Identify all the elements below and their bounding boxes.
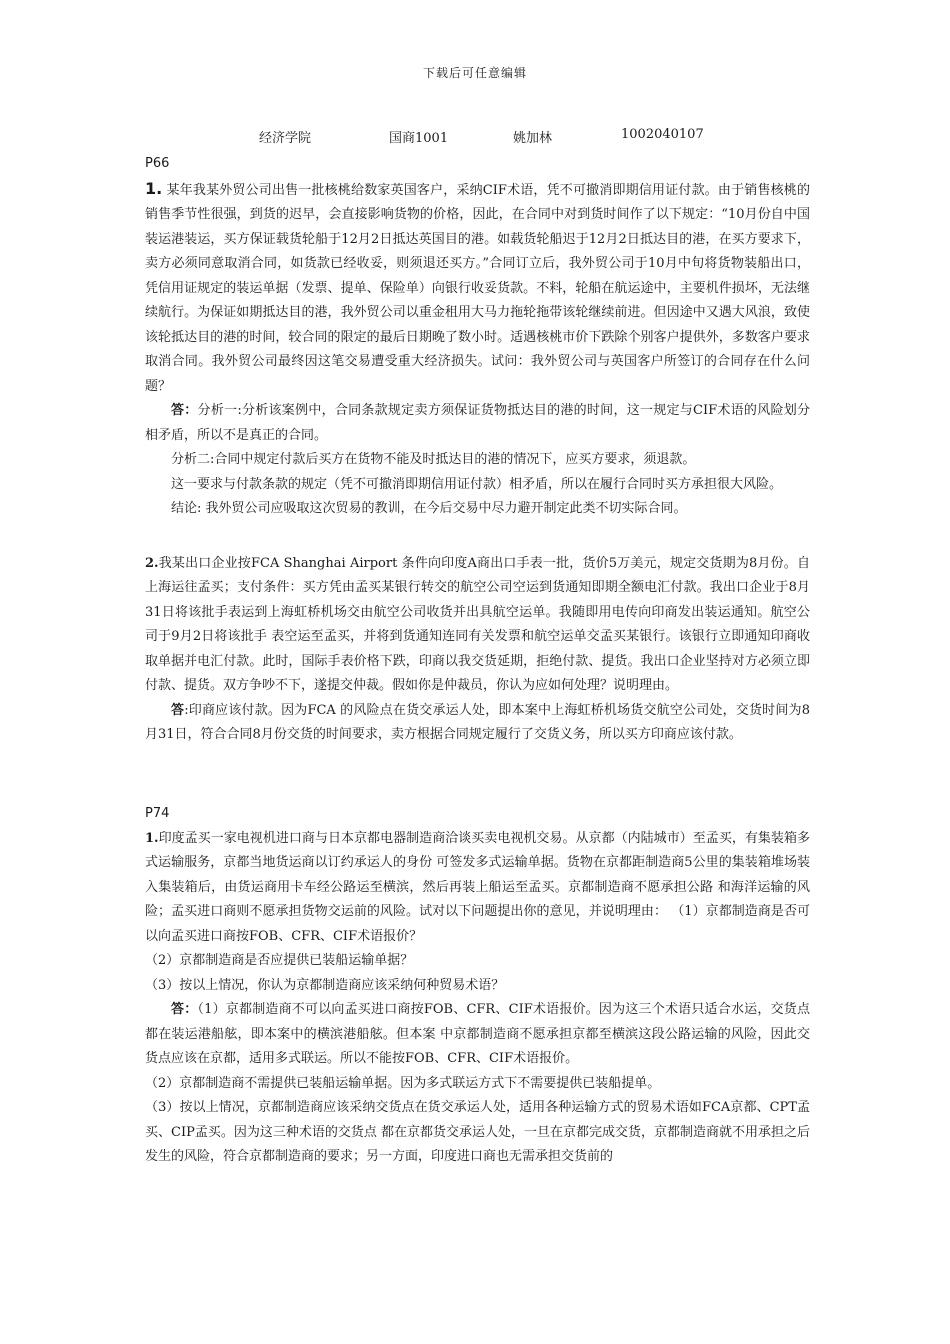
answer-1-conclusion: 结论: 我外贸公司应吸取这次贸易的教训，在今后交易中尽力避开制定此类不切实际合同。 — [171, 501, 687, 516]
question-text: 某年我某外贸公司出售一批核桃给数家英国客户，采纳CIF术语，凭不可撤消即期信用证付款。由于销售核桃的销售季节性很强，到货的迟早，会直接影响货物的价格，因此，在合同中对到货时间作了以下规定：“10月份自中国装运港装运，买方保证载货轮船于12月2日抵达英国目的港。如载货轮船迟于12月2日抵达目的港，在买方要求下，卖方必须同意取消合同，如货款已经收妥，则须退还买方。”合同订立后，我外贸公司于10月中旬将货物装船出口，凭信用证规定的装运单据（发票、提单、保险单）向银行收妥货款。不料，轮船在航运途中，主要机件损坏，无法继续航行。为保证如期抵达目的港，我外贸公司以重金租用大马力拖轮拖带该轮继续前进。但因途中又遇大风浪，致使该轮抵达目的港的时间，较合同的限定的最后日期晚了数小时。适遇核桃市价下跌除个别客户提供外，多数客户要求取消合同。我外贸公司最终因这笔交易遭受重大经济损失。试问：我外贸公司与英国客户所签订的合同存在什么问题？ — [145, 182, 810, 394]
document-body — [145, 152, 810, 1170]
answer-label: 答： — [171, 403, 198, 418]
spacer — [145, 778, 810, 803]
meta-class: 国商1001 — [389, 131, 449, 146]
answer-text: :印商应该付款。因为FCA 的风险点在货交承运人处，即本案中上海虹桥机场货交航空公司处，交货时间为8月31日，符合合同8月份交货的时间要求，卖方根据合同规定履行了交货义务，所以买方印商应该付款。 — [145, 702, 810, 742]
question-1-p66 — [145, 177, 810, 400]
meta-name: 姚加林 — [513, 131, 553, 146]
meta-school: 经济学院 — [259, 131, 312, 146]
question-2-p66 — [145, 552, 810, 699]
answer-2 — [145, 699, 810, 748]
section-label-p66: P66 — [145, 156, 170, 171]
answer-p74-part-2: （2）京都制造商不需提供已装船运输单据。因为多式联运方式下不需要提供已装船提单。 — [145, 1075, 661, 1091]
answer-p74-part-3: （3）按以上情况，京都制造商应该采纳交货点在货交承运人处，适用各种运输方式的贸易术语如FCA京都、CPT孟买、CIP孟买。因为这三种术语的交货点 都在京都货交承运人处，一旦在京都完成交货，京都制造商就不用承担之后发生的风险，符合京都制造商的要求；另一方面，印度进口商也无需承担交货前的 — [145, 1100, 810, 1164]
answer-text: 分析一:分析该案例中，合同条款规定卖方须保证货物抵达目的港的时间，这一规定与CIF术语的风险划分相矛盾，所以不是真正的合同。 — [145, 403, 810, 443]
answer-text: （1）京都制造商不可以向孟买进口商按FOB、CFR、CIF术语报价。因为这三个术语只适合水运，交货点都在装运港船舷，即本案中的横滨港船舷。但本案 中京都制造商不愿承担京都至横滨这段公路运输的风险，因此交货点应该在京都，适用多式联运。所以不能按FOB、CFR、CIF术语报价。 — [145, 1002, 810, 1066]
question-number: 1. — [145, 830, 159, 846]
meta-student-id: 1002040107 — [621, 127, 704, 142]
answer-1-analysis-2: 分析二:合同中规定付款后买方在货物不能及时抵达目的港的情况下，应买方要求，须退款。 — [171, 452, 696, 467]
answer-p74-part-1 — [145, 998, 810, 1072]
spacer — [145, 748, 810, 778]
answer-1-analysis-3: 这一要求与付款条款的规定（凭不可撤消即期信用证付款）相矛盾，所以在履行合同时买方承担很大风险。 — [171, 476, 783, 492]
section-label-p74: P74 — [145, 806, 170, 821]
question-1-sub-2: （2）京都制造商是否应提供已装船运输单据？ — [145, 953, 414, 968]
question-text: 我某出口企业按FCA Shanghai Airport 条件向印度A商出口手表一批，货价5万美元，规定交货期为8月份。自上海运往孟买；支付条件：买方凭由孟买某银行转交的航空公司空运到货通知即期全额电汇付款。我出口企业于8月31日将该批手表运到上海虹桥机场交由航空公司收货并出具航空运单。我随即用电传向印商发出装运通知。航空公司于9月2日将该批手 表空运至孟买，并将到货通知连同有关发票和航空运单交孟买某银行。该银行立即通知印商收取单据并电汇付款。此时，国际手表价格下跌，印商以我交货延期，拒绝付款、提货。我出口企业坚持对方必须立即付款、提货。双方争吵不下，遂提交仲裁。假如你是仲裁员，你认为应如何处理？说明理由。 — [145, 555, 810, 693]
question-1-p74 — [145, 827, 810, 950]
question-text: 印度孟买一家电视机进口商与日本京都电器制造商洽谈买卖电视机交易。从京都（内陆城市）至孟买，有集装箱多式运输服务，京都当地货运商以订约承运人的身份 可签发多式运输单据。货物在京都距制造商5公里的集装箱堆场装入集装箱后，由货运商用卡车经公路运至横滨，然后再装上船运至孟买。京都制造商不愿承担公路 和海洋运输的风险；孟买进口商则不愿承担货物交运前的风险。试对以下问题提出你的意见，并说明理由： （1）京都制造商是否可以向孟买进口商按FOB、CFR、CIF术语报价？ — [145, 830, 810, 944]
page-header: 下载后可任意编辑 — [422, 66, 527, 80]
spacer — [145, 522, 810, 552]
question-number: 1. — [145, 178, 163, 198]
question-number: 2. — [145, 555, 159, 571]
answer-1-analysis-1 — [145, 399, 810, 448]
answer-label: 答 — [171, 702, 185, 718]
question-1-sub-3: （3）按以上情况，你认为京都制造商应该采纳何种贸易术语？ — [145, 977, 505, 993]
answer-label: 答： — [171, 1002, 198, 1017]
